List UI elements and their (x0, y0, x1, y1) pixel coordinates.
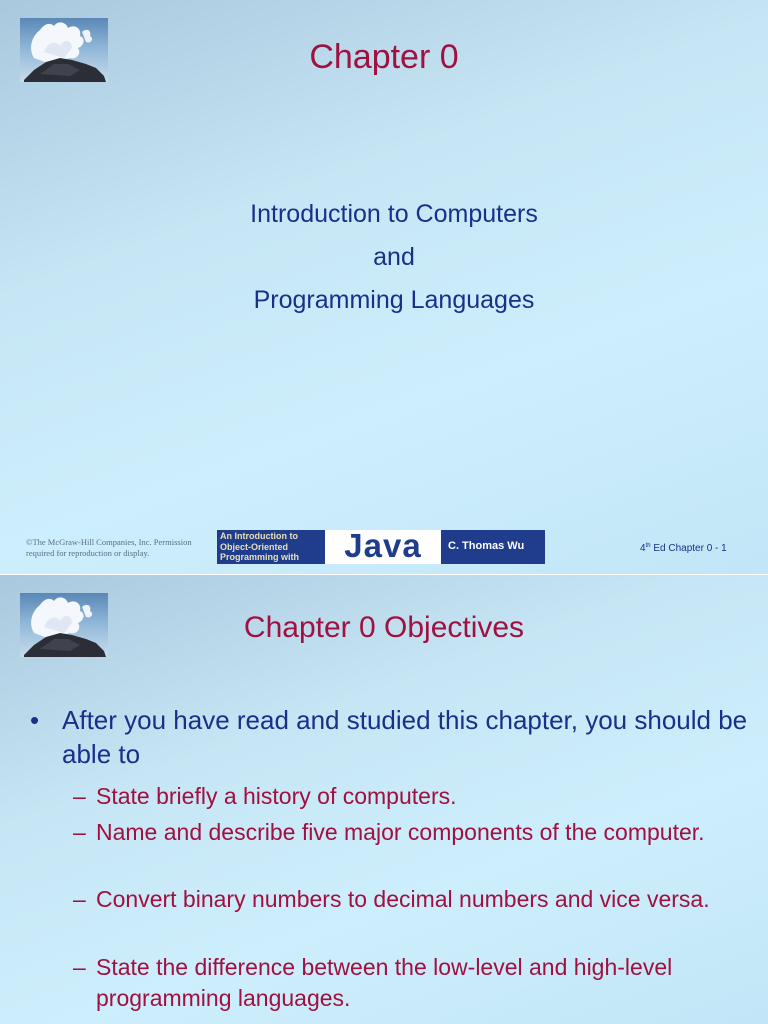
edition-number: 4 (640, 543, 646, 554)
book-banner (217, 530, 545, 564)
objective-text: Name and describe five major components of the computer. (96, 819, 705, 845)
book-line-1: An Introduction to (220, 531, 298, 541)
slide-subtitle (0, 193, 768, 322)
bullet-text: After you have read and studied this chapter, you should be able to (62, 705, 748, 769)
dash-mark: – (73, 819, 86, 845)
slide-title: Chapter 0 Objectives (243, 611, 525, 644)
dash-mark: – (73, 886, 86, 912)
slide-title: Chapter 0 (309, 38, 459, 76)
edition-suffix: th (645, 543, 651, 549)
objective-text: State briefly a history of computers. (96, 783, 457, 809)
dash-mark: – (73, 954, 86, 980)
objective-text: Convert binary numbers to decimal numbers and vice versa. (96, 886, 710, 912)
page-number (640, 543, 727, 554)
subtitle-line-1: Introduction to Computers (250, 200, 538, 228)
subtitle-line-3: Programming Languages (253, 286, 535, 314)
book-subtitle (220, 531, 326, 563)
book-author: C. Thomas Wu (448, 540, 525, 552)
copyright-line-2: required for reproduction or display. (26, 548, 150, 558)
java-word: Java (344, 530, 422, 564)
book-line-2: Object-Oriented (220, 541, 289, 552)
objective-text: State the difference between the low-level and high-level programming languages. (96, 954, 673, 1011)
book-line-3: Programming with (220, 552, 300, 562)
bullet-mark: • (30, 705, 40, 735)
copyright-line-1: ©The McGraw-Hill Companies, Inc. Permission (26, 537, 192, 547)
dash-mark: – (73, 783, 86, 809)
java-logo-box (325, 530, 441, 564)
page-label: Ed Chapter 0 - 1 (650, 543, 727, 554)
copyright-notice (26, 537, 211, 559)
subtitle-line-2: and (373, 243, 415, 271)
slide-2 (0, 575, 768, 1024)
